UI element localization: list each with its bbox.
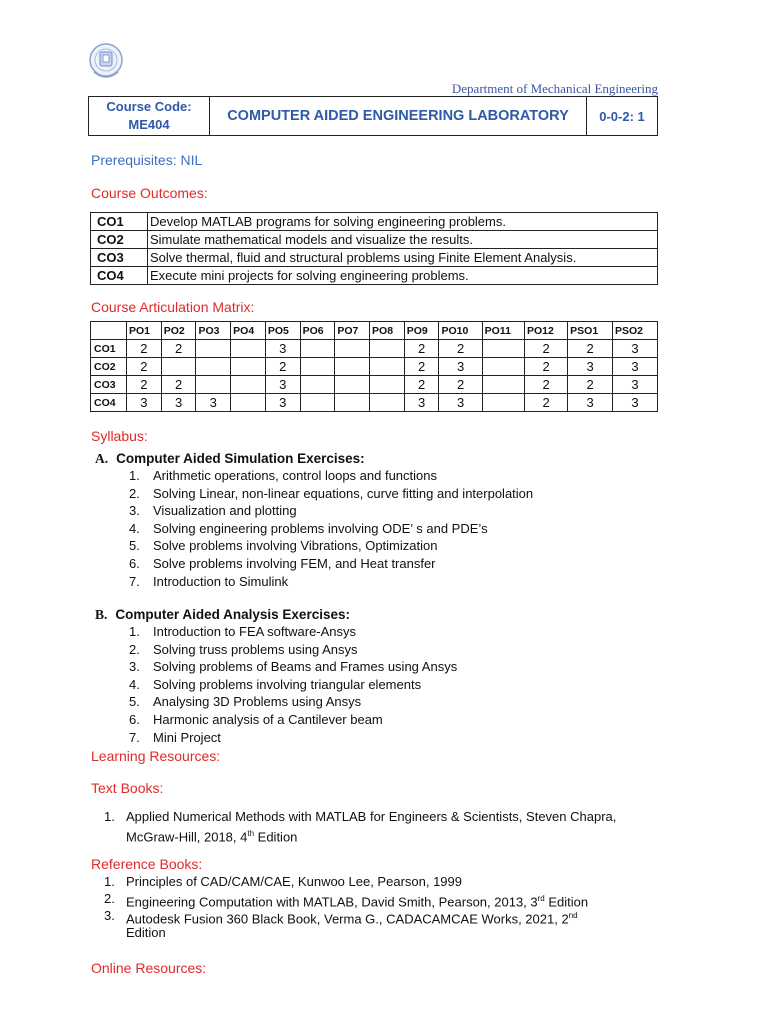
matrix-cell: 2 bbox=[127, 358, 162, 376]
section-b-list bbox=[129, 623, 457, 746]
matrix-cell bbox=[370, 394, 405, 412]
matrix-row-header: CO4 bbox=[91, 394, 127, 412]
table-row bbox=[91, 376, 658, 394]
co-text: Simulate mathematical models and visualize the results. bbox=[148, 231, 658, 249]
matrix-cell bbox=[335, 358, 370, 376]
matrix-column-header: PO10 bbox=[439, 322, 482, 340]
matrix-cell bbox=[231, 394, 266, 412]
matrix-cell bbox=[196, 358, 231, 376]
co-id: CO4 bbox=[91, 267, 148, 285]
table-row bbox=[91, 249, 658, 267]
co-text: Solve thermal, fluid and structural problems using Finite Element Analysis. bbox=[148, 249, 658, 267]
matrix-cell: 3 bbox=[439, 394, 482, 412]
matrix-cell: 2 bbox=[265, 358, 300, 376]
course-code-cell bbox=[89, 97, 210, 136]
list-item bbox=[129, 520, 533, 538]
matrix-cell bbox=[300, 394, 335, 412]
matrix-cell bbox=[335, 340, 370, 358]
ref-book-main: Autodesk Fusion 360 Black Book, Verma G., CADACAMCAE Works, 2021, 2 bbox=[126, 911, 569, 927]
list-item-text: Visualization and plotting bbox=[153, 503, 297, 519]
matrix-cell: 3 bbox=[439, 358, 482, 376]
list-item-number: 1. bbox=[129, 624, 140, 639]
matrix-cell bbox=[370, 340, 405, 358]
list-item bbox=[129, 693, 457, 711]
list-item-number: 3. bbox=[129, 659, 140, 675]
table-row bbox=[91, 213, 658, 231]
section-b-heading bbox=[95, 607, 350, 623]
matrix-cell bbox=[231, 340, 266, 358]
matrix-column-header: PO11 bbox=[482, 322, 524, 340]
list-item-text: Solve problems involving FEM, and Heat transfer bbox=[153, 555, 436, 571]
matrix-cell bbox=[231, 358, 266, 376]
matrix-cell: 3 bbox=[613, 340, 658, 358]
course-credits: 0-0-2: 1 bbox=[587, 97, 658, 136]
matrix-cell bbox=[335, 394, 370, 412]
list-item-number: 4. bbox=[129, 520, 140, 536]
matrix-cell: 2 bbox=[127, 376, 162, 394]
matrix-column-header: PO5 bbox=[265, 322, 300, 340]
ref-book-sup: nd bbox=[568, 911, 578, 920]
list-item bbox=[129, 711, 457, 729]
list-item bbox=[129, 658, 457, 676]
matrix-cell: 3 bbox=[265, 376, 300, 394]
matrix-cell: 2 bbox=[439, 340, 482, 358]
list-item-number: 6. bbox=[129, 555, 140, 571]
course-title: COMPUTER AIDED ENGINEERING LABORATORY bbox=[210, 97, 587, 136]
matrix-cell bbox=[300, 340, 335, 358]
matrix-column-header: PO3 bbox=[196, 322, 231, 340]
list-item-text: Analysing 3D Problems using Ansys bbox=[153, 694, 362, 710]
list-item bbox=[129, 485, 533, 503]
list-item bbox=[129, 641, 457, 659]
matrix-cell: 2 bbox=[439, 376, 482, 394]
reference-books-heading: Reference Books: bbox=[91, 856, 203, 872]
matrix-cell bbox=[370, 358, 405, 376]
matrix-cell: 2 bbox=[568, 376, 613, 394]
section-b-title: Computer Aided Analysis Exercises: bbox=[115, 607, 350, 622]
matrix-cell: 2 bbox=[404, 340, 439, 358]
ref-book-num: 3. bbox=[104, 908, 115, 923]
co-id: CO1 bbox=[91, 213, 148, 231]
list-item bbox=[129, 573, 533, 591]
list-item-text: Solving truss problems using Ansys bbox=[153, 641, 358, 657]
list-item-text: Arithmetic operations, control loops and functions bbox=[153, 468, 437, 483]
matrix-cell bbox=[482, 358, 524, 376]
course-code-label: Course Code: bbox=[106, 99, 192, 114]
matrix-cell: 3 bbox=[568, 358, 613, 376]
matrix-column-header: PO4 bbox=[231, 322, 266, 340]
matrix-cell: 3 bbox=[265, 340, 300, 358]
ref-book-tail: Edition bbox=[544, 894, 589, 910]
ref-book-line2: Edition bbox=[126, 925, 166, 940]
matrix-cell: 2 bbox=[404, 376, 439, 394]
matrix-heading: Course Articulation Matrix: bbox=[91, 299, 255, 315]
matrix-column-header: PO7 bbox=[335, 322, 370, 340]
matrix-cell bbox=[482, 394, 524, 412]
matrix-cell bbox=[300, 376, 335, 394]
matrix-cell: 2 bbox=[524, 376, 567, 394]
list-item-number: 6. bbox=[129, 711, 140, 727]
department-name: Department of Mechanical Engineering bbox=[451, 81, 658, 96]
matrix-cell: 2 bbox=[127, 340, 162, 358]
matrix-row-header: CO2 bbox=[91, 358, 127, 376]
section-b-letter: B. bbox=[95, 607, 108, 622]
text-book-sup: th bbox=[247, 829, 255, 838]
co-id: CO2 bbox=[91, 231, 148, 249]
matrix-cell: 3 bbox=[613, 394, 658, 412]
matrix-column-header: PO6 bbox=[300, 322, 335, 340]
matrix-cell: 3 bbox=[613, 376, 658, 394]
matrix-cell: 2 bbox=[524, 358, 567, 376]
learning-resources-heading: Learning Resources: bbox=[91, 748, 221, 764]
ref-book-text: Principles of CAD/CAM/CAE, Kunwoo Lee, Pearson, 1999 bbox=[126, 874, 463, 889]
list-item-text: Mini Project bbox=[153, 729, 221, 745]
matrix-cell bbox=[335, 376, 370, 394]
matrix-cell: 3 bbox=[161, 394, 196, 412]
list-item-text: Harmonic analysis of a Cantilever beam bbox=[153, 711, 383, 727]
list-item-text: Solving Linear, non-linear equations, curve fitting and interpolation bbox=[153, 485, 534, 501]
matrix-cell bbox=[482, 376, 524, 394]
co-text: Develop MATLAB programs for solving engineering problems. bbox=[148, 213, 658, 231]
list-item-text: Solving problems involving triangular elements bbox=[153, 676, 422, 692]
text-book-num: 1. bbox=[104, 809, 115, 824]
matrix-cell bbox=[300, 358, 335, 376]
ref-book-main: Engineering Computation with MATLAB, David Smith, Pearson, 2013, 3 bbox=[126, 894, 538, 910]
course-outcomes-heading: Course Outcomes: bbox=[91, 185, 208, 201]
matrix-cell bbox=[196, 340, 231, 358]
list-item-number: 2. bbox=[129, 485, 140, 501]
table-row bbox=[91, 231, 658, 249]
matrix-cell: 3 bbox=[613, 358, 658, 376]
list-item bbox=[129, 555, 533, 573]
table-row bbox=[91, 267, 658, 285]
matrix-corner bbox=[91, 322, 127, 340]
matrix-column-header: PO8 bbox=[370, 322, 405, 340]
matrix-cell bbox=[196, 376, 231, 394]
list-item-number: 5. bbox=[129, 538, 140, 554]
ref-book-num: 2. bbox=[104, 891, 115, 906]
table-header-row bbox=[91, 322, 658, 340]
list-item-text: Solving engineering problems involving ODE’ s and PDE’s bbox=[153, 520, 488, 536]
text-book-line2-main: McGraw-Hill, 2018, 4 bbox=[126, 829, 248, 845]
matrix-cell bbox=[161, 358, 196, 376]
matrix-column-header: PSO1 bbox=[568, 322, 613, 340]
prerequisites: Prerequisites: NIL bbox=[91, 152, 203, 168]
matrix-column-header: PSO2 bbox=[613, 322, 658, 340]
institute-crest-icon bbox=[88, 42, 124, 82]
table-row bbox=[91, 340, 658, 358]
matrix-cell: 2 bbox=[524, 340, 567, 358]
list-item-text: Solving problems of Beams and Frames using Ansys bbox=[153, 659, 458, 675]
matrix-cell: 2 bbox=[404, 358, 439, 376]
text-book-line1: Applied Numerical Methods with MATLAB for Engineers & Scientists, Steven Chapra, bbox=[126, 809, 617, 824]
matrix-cell bbox=[231, 376, 266, 394]
matrix-cell: 2 bbox=[568, 340, 613, 358]
text-books-heading: Text Books: bbox=[91, 780, 164, 796]
co-id: CO3 bbox=[91, 249, 148, 267]
course-outcomes-table bbox=[90, 212, 658, 285]
matrix-cell: 3 bbox=[404, 394, 439, 412]
table-row bbox=[91, 394, 658, 412]
table-row bbox=[91, 358, 658, 376]
matrix-row-header: CO3 bbox=[91, 376, 127, 394]
list-item bbox=[129, 502, 533, 520]
section-a-list bbox=[129, 467, 533, 590]
list-item-text: Introduction to Simulink bbox=[153, 573, 289, 589]
list-item-number: 2. bbox=[129, 641, 140, 657]
matrix-cell: 3 bbox=[196, 394, 231, 412]
list-item-number: 3. bbox=[129, 503, 140, 519]
list-item-text: Introduction to FEA software-Ansys bbox=[153, 624, 357, 639]
matrix-row-header: CO1 bbox=[91, 340, 127, 358]
ref-book-num: 1. bbox=[104, 874, 115, 889]
syllabus-heading: Syllabus: bbox=[91, 428, 148, 444]
course-header bbox=[88, 96, 658, 136]
list-item bbox=[129, 676, 457, 694]
matrix-cell: 2 bbox=[524, 394, 567, 412]
list-item bbox=[129, 729, 457, 747]
matrix-cell: 2 bbox=[161, 340, 196, 358]
list-item-number: 7. bbox=[129, 729, 140, 745]
list-item bbox=[129, 467, 533, 485]
section-a-letter: A. bbox=[95, 451, 109, 466]
text-book-line2 bbox=[126, 825, 297, 845]
text-book-tail: Edition bbox=[254, 829, 298, 845]
matrix-cell: 3 bbox=[568, 394, 613, 412]
ref-book-text bbox=[126, 907, 578, 927]
matrix-cell: 2 bbox=[161, 376, 196, 394]
list-item-number: 7. bbox=[129, 573, 140, 589]
matrix-cell bbox=[482, 340, 524, 358]
co-text: Execute mini projects for solving engineering problems. bbox=[148, 267, 658, 285]
matrix-cell: 3 bbox=[127, 394, 162, 412]
course-code: ME404 bbox=[128, 117, 170, 132]
matrix-column-header: PO12 bbox=[524, 322, 567, 340]
matrix-column-header: PO9 bbox=[404, 322, 439, 340]
matrix-column-header: PO2 bbox=[161, 322, 196, 340]
matrix-cell bbox=[370, 376, 405, 394]
articulation-matrix bbox=[90, 321, 658, 412]
section-a-heading bbox=[95, 451, 365, 467]
list-item bbox=[129, 537, 533, 555]
ref-book-sup: rd bbox=[537, 894, 545, 903]
section-a-title: Computer Aided Simulation Exercises: bbox=[116, 451, 365, 466]
matrix-cell: 3 bbox=[265, 394, 300, 412]
list-item-number: 1. bbox=[129, 468, 140, 483]
online-resources-heading: Online Resources: bbox=[91, 960, 207, 976]
list-item bbox=[129, 623, 457, 641]
list-item-number: 5. bbox=[129, 694, 140, 710]
list-item-text: Solve problems involving Vibrations, Optimization bbox=[153, 538, 438, 554]
matrix-column-header: PO1 bbox=[127, 322, 162, 340]
list-item-number: 4. bbox=[129, 676, 140, 692]
